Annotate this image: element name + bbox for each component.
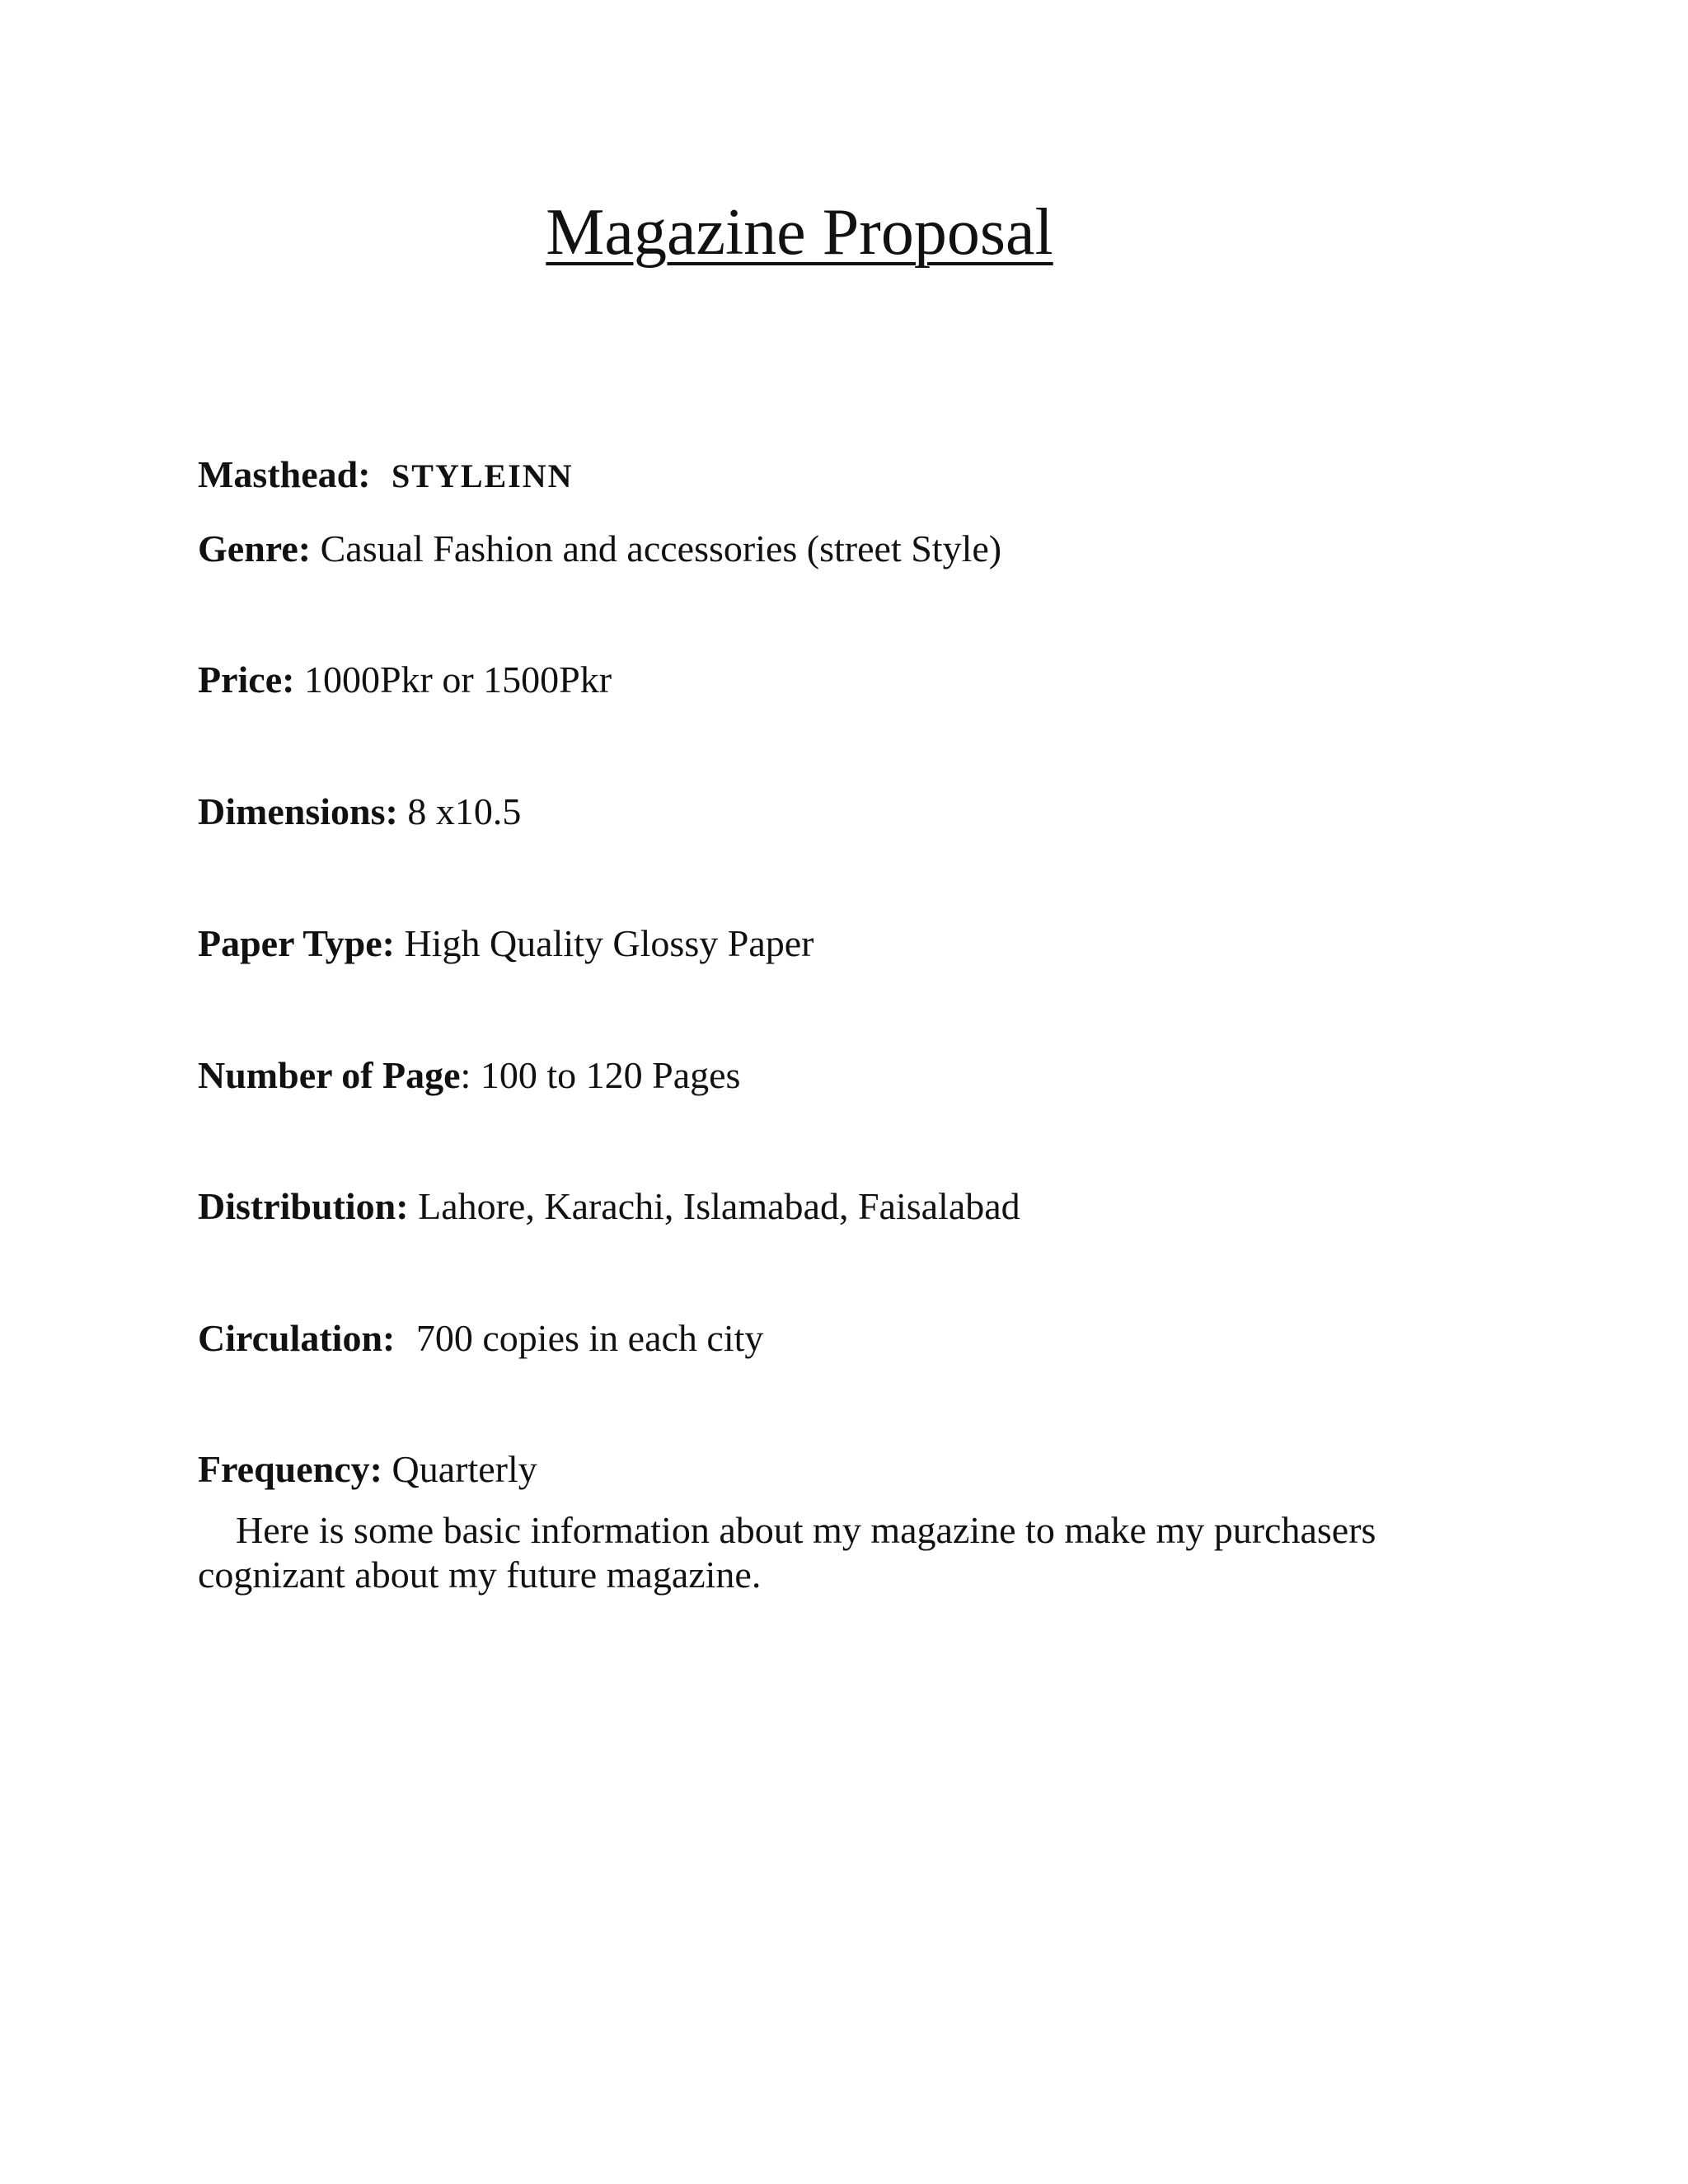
field-label-dimensions: Dimensions: xyxy=(198,790,398,832)
field-label-masthead: Masthead: xyxy=(198,453,371,495)
page-title: Magazine Proposal xyxy=(546,196,1053,269)
field-label-genre: Genre: xyxy=(198,527,312,569)
field-distribution xyxy=(198,1182,1020,1231)
field-value-genre: Casual Fashion and accessories (street Style) xyxy=(320,527,1002,569)
field-value-frequency: Quarterly xyxy=(392,1448,537,1490)
field-price xyxy=(198,655,612,705)
field-dimensions xyxy=(198,787,521,837)
field-label-paper-type: Paper Type: xyxy=(198,922,395,964)
field-frequency xyxy=(198,1445,537,1494)
field-genre xyxy=(198,524,1001,574)
field-label-distribution: Distribution: xyxy=(198,1185,409,1227)
field-label-circulation: Circulation: xyxy=(198,1317,396,1359)
field-value-paper-type: High Quality Glossy Paper xyxy=(404,922,814,964)
field-value-dimensions: 8 x10.5 xyxy=(407,790,522,832)
field-value-circulation: 700 copies in each city xyxy=(415,1317,764,1359)
intro-line-2: cognizant about my future magazine. xyxy=(198,1554,762,1596)
field-label-number-of-pages: Number of Page xyxy=(198,1054,461,1096)
field-value-masthead: STYLEINN xyxy=(392,457,574,494)
field-label-frequency: Frequency: xyxy=(198,1448,383,1490)
field-masthead xyxy=(198,450,574,501)
field-value-number-of-pages: : 100 to 120 Pages xyxy=(460,1054,741,1096)
field-value-price: 1000Pkr or 1500Pkr xyxy=(303,658,612,701)
field-circulation xyxy=(198,1314,763,1363)
intro-paragraph xyxy=(198,1508,1484,1597)
field-paper-type xyxy=(198,919,814,968)
field-number-of-pages xyxy=(198,1051,740,1100)
field-label-price: Price: xyxy=(198,658,295,701)
intro-line-1: Here is some basic information about my magazine to make my purchasers xyxy=(236,1509,1376,1551)
field-value-distribution: Lahore, Karachi, Islamabad, Faisalabad xyxy=(418,1185,1020,1227)
